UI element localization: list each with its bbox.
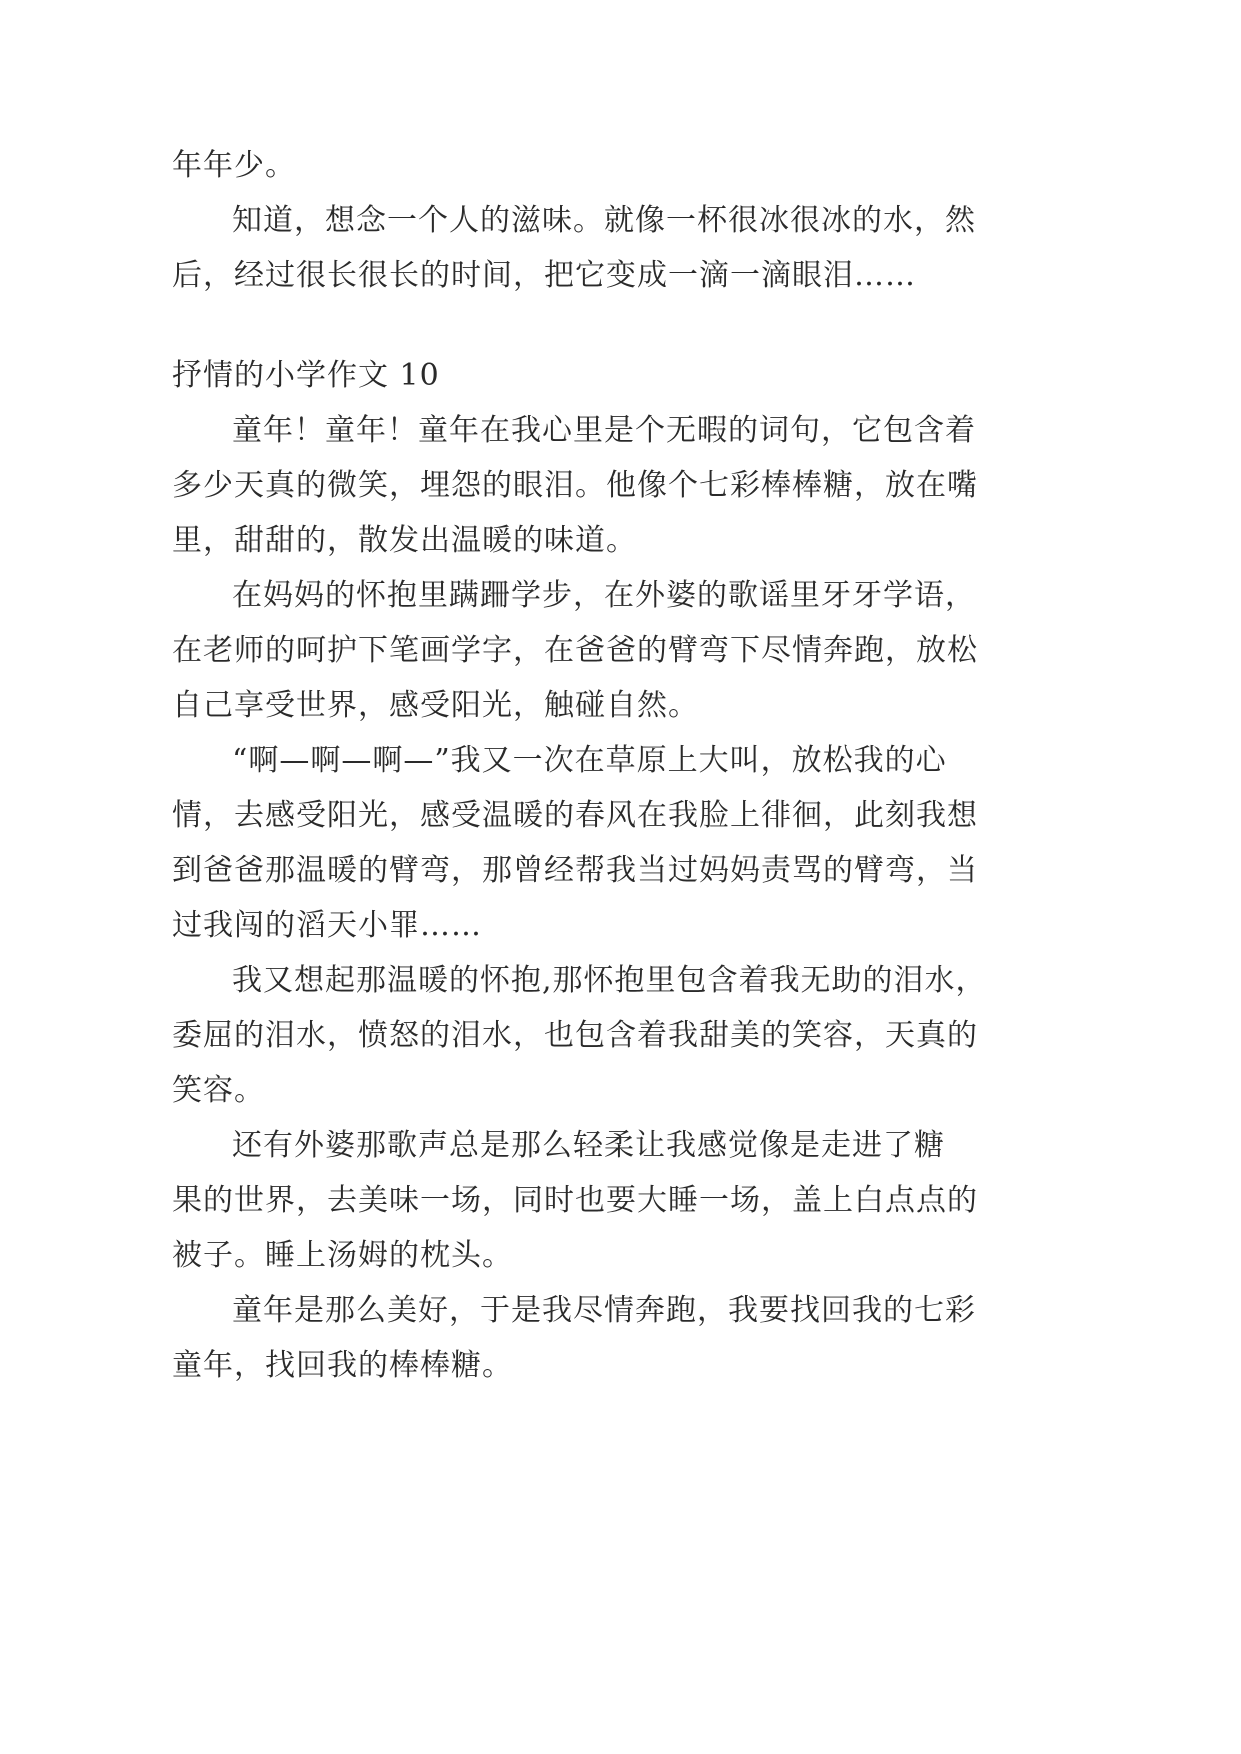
text-line: 情，去感受阳光，感受温暖的春风在我脸上徘徊，此刻我想 bbox=[172, 798, 978, 833]
text-line: 里，甜甜的，散发出温暖的味道。 bbox=[172, 523, 637, 558]
text-line: 知道，想念一个人的滋味。就像一杯很冰很冰的水，然 bbox=[232, 203, 976, 238]
text-line: 到爸爸那温暖的臂弯，那曾经帮我当过妈妈责骂的臂弯，当 bbox=[172, 853, 978, 888]
text-line: 还有外婆那歌声总是那么轻柔让我感觉像是走进了糖 bbox=[232, 1128, 945, 1163]
text-line: 在老师的呵护下笔画学字，在爸爸的臂弯下尽情奔跑，放松 bbox=[172, 633, 978, 668]
text-line: 后，经过很长很长的时间，把它变成一滴一滴眼泪…… bbox=[172, 258, 916, 293]
text-line: 多少天真的微笑，埋怨的眼泪。他像个七彩棒棒糖，放在嘴 bbox=[172, 468, 978, 503]
text-line: 童年，找回我的棒棒糖。 bbox=[172, 1348, 513, 1383]
text-line: 童年！童年！童年在我心里是个无暇的词句，它包含着 bbox=[232, 413, 976, 448]
section-title: 抒情的小学作文 10 bbox=[172, 358, 440, 393]
text-line: 过我闯的滔天小罪…… bbox=[172, 908, 482, 943]
text-line: “啊—啊—啊—”我又一次在草原上大叫，放松我的心 bbox=[232, 743, 947, 778]
text-line: 笑容。 bbox=[172, 1073, 265, 1108]
text-line: 果的世界，去美味一场，同时也要大睡一场，盖上白点点的 bbox=[172, 1183, 978, 1218]
text-line: 我又想起那温暖的怀抱,那怀抱里包含着我无助的泪水， bbox=[232, 963, 987, 998]
text-line: 年年少。 bbox=[172, 148, 296, 183]
text-line: 委屈的泪水，愤怒的泪水，也包含着我甜美的笑容，天真的 bbox=[172, 1018, 978, 1053]
text-line: 童年是那么美好，于是我尽情奔跑，我要找回我的七彩 bbox=[232, 1293, 976, 1328]
text-line: 自己享受世界，感受阳光，触碰自然。 bbox=[172, 688, 699, 723]
text-line: 被子。睡上汤姆的枕头。 bbox=[172, 1238, 513, 1273]
text-line: 在妈妈的怀抱里蹒跚学步，在外婆的歌谣里牙牙学语， bbox=[232, 578, 976, 613]
